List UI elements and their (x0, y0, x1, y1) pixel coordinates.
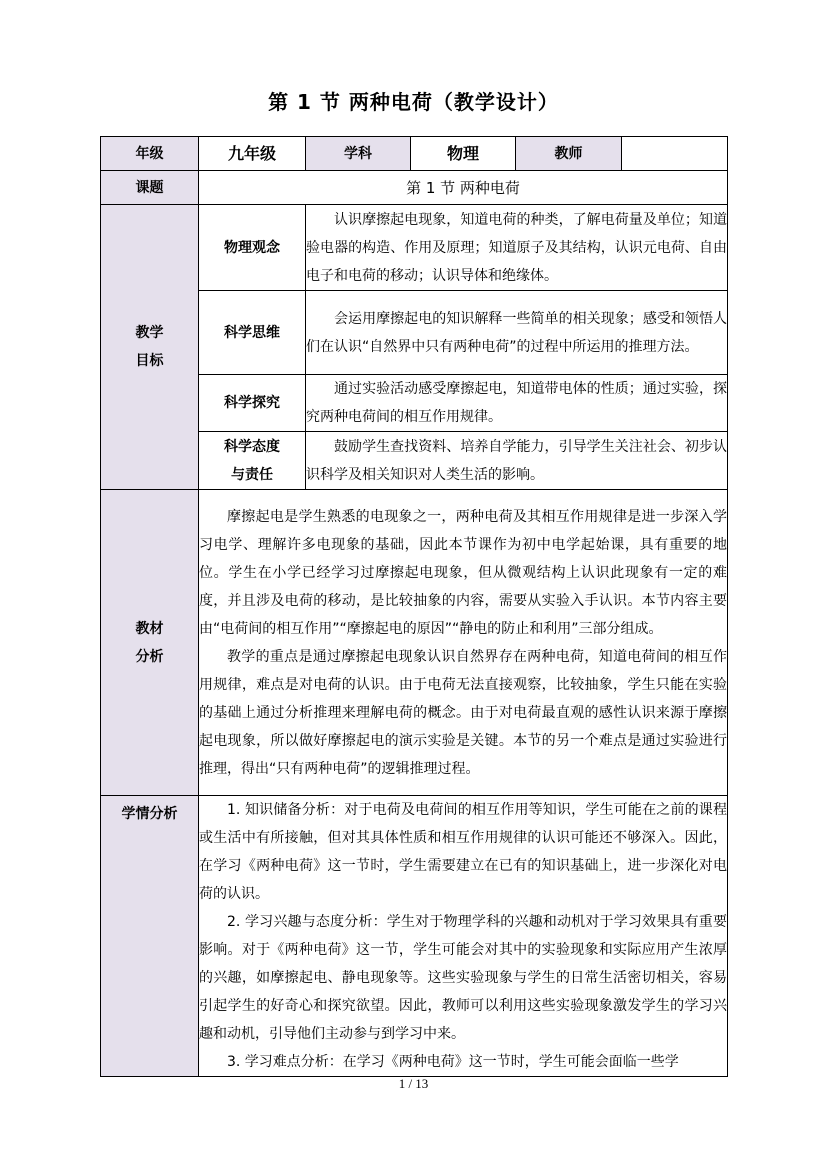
teacher-value (622, 137, 728, 171)
subject-label: 学科 (306, 137, 411, 171)
learner-analysis-row (101, 796, 728, 1077)
objectives-label (101, 205, 199, 490)
subject-value: 物理 (411, 137, 516, 171)
learner-analysis-label: 学情分析 (101, 796, 199, 1077)
objective-text: 认识摩擦起电现象，知道电荷的种类，了解电荷量及单位；知道验电器的构造、作用及原理；知道原子及其结构，认识元电荷、自由电子和电荷的移动；认识导体和绝缘体。 (306, 205, 728, 291)
lesson-plan-table (100, 136, 728, 1077)
header-row (101, 137, 728, 171)
objective-name: 科学思维 (199, 291, 306, 375)
textbook-analysis-text (199, 490, 728, 796)
textbook-analysis-label (101, 490, 199, 796)
topic-label: 课题 (101, 171, 199, 205)
objective-name-line1: 科学态度 (224, 438, 280, 455)
objective-name: 物理观念 (199, 205, 306, 291)
objectives-label-line2: 目标 (135, 353, 164, 369)
objective-name-cell (199, 432, 306, 490)
objectives-label-line1: 教学 (135, 325, 164, 341)
grade-value: 九年级 (199, 137, 306, 171)
textbook-label-line2: 分析 (135, 648, 164, 665)
page-number: 1 / 13 (398, 1076, 429, 1091)
objective-text: 鼓励学生查找资料、培养自学能力，引导学生关注社会、初步认识科学及相关知识对人类生活的影响。 (306, 432, 728, 490)
teacher-label: 教师 (516, 137, 622, 171)
paragraph: 2. 学习兴趣与态度分析：学生对于物理学科的兴趣和动机对于学习效果具有重要影响。对于《两种电荷》这一节，学生可能会对其中的实验现象和实际应用产生浓厚的兴趣，如摩擦起电、静电现象等。这些实验现象与学生的日常生活密切相关，容易引起学生的好奇心和探究欲望。因此，教师可以利用这些实验现象激发学生的学习兴趣和动机，引导他们主动参与到学习中来。 (199, 914, 727, 1042)
grade-label: 年级 (101, 137, 199, 171)
document-title: 第 1 节 两种电荷（教学设计） (268, 90, 559, 114)
objective-text: 通过实验活动感受摩擦起电，知道带电体的性质；通过实验，探究两种电荷间的相互作用规律。 (306, 375, 728, 432)
objective-text: 会运用摩擦起电的知识解释一些简单的相关现象；感受和领悟人们在认识“自然界中只有两种电荷”的过程中所运用的推理方法。 (306, 291, 728, 375)
objective-row-1 (101, 205, 728, 291)
topic-row (101, 171, 728, 205)
topic-value: 第 1 节 两种电荷 (199, 171, 728, 205)
learner-analysis-text (199, 796, 728, 1077)
paragraph: 1. 知识储备分析：对于电荷及电荷间的相互作用等知识，学生可能在之前的课程或生活中有所接触，但对其具体性质和相互作用规律的认识可能还不够深入。因此，在学习《两种电荷》这一节时，学生需要建立在已有的知识基础上，进一步深化对电荷的认识。 (199, 802, 727, 902)
textbook-analysis-row (101, 490, 728, 796)
objective-name: 科学探究 (199, 375, 306, 432)
paragraph: 摩擦起电是学生熟悉的电现象之一，两种电荷及其相互作用规律是进一步深入学习电学、理解许多电现象的基础，因此本节课作为初中电学起始课，具有重要的地位。学生在小学已经学习过摩擦起电现象，但从微观结构上认识此现象有一定的难度，并且涉及电荷的移动，是比较抽象的内容，需要从实验入手认识。本节内容主要由“电荷间的相互作用”“摩擦起电的原因”“静电的防止和利用”三部分组成。 (199, 508, 727, 637)
objective-name-line2: 与责任 (231, 466, 273, 483)
paragraph: 教学的重点是通过摩擦起电现象认识自然界存在两种电荷，知道电荷间的相互作用规律，难点是对电荷的认识。由于电荷无法直接观察，比较抽象，学生只能在实验的基础上通过分析推理来理解电荷的概念。由于对电荷最直观的感性认识来源于摩擦起电现象，所以做好摩擦起电的演示实验是关键。本节的另一个难点是通过实验进行推理，得出“只有两种电荷”的逻辑推理过程。 (199, 648, 727, 777)
paragraph: 3. 学习难点分析：在学习《两种电荷》这一节时，学生可能会面临一些学 (227, 1054, 679, 1070)
textbook-label-line1: 教材 (135, 620, 164, 637)
